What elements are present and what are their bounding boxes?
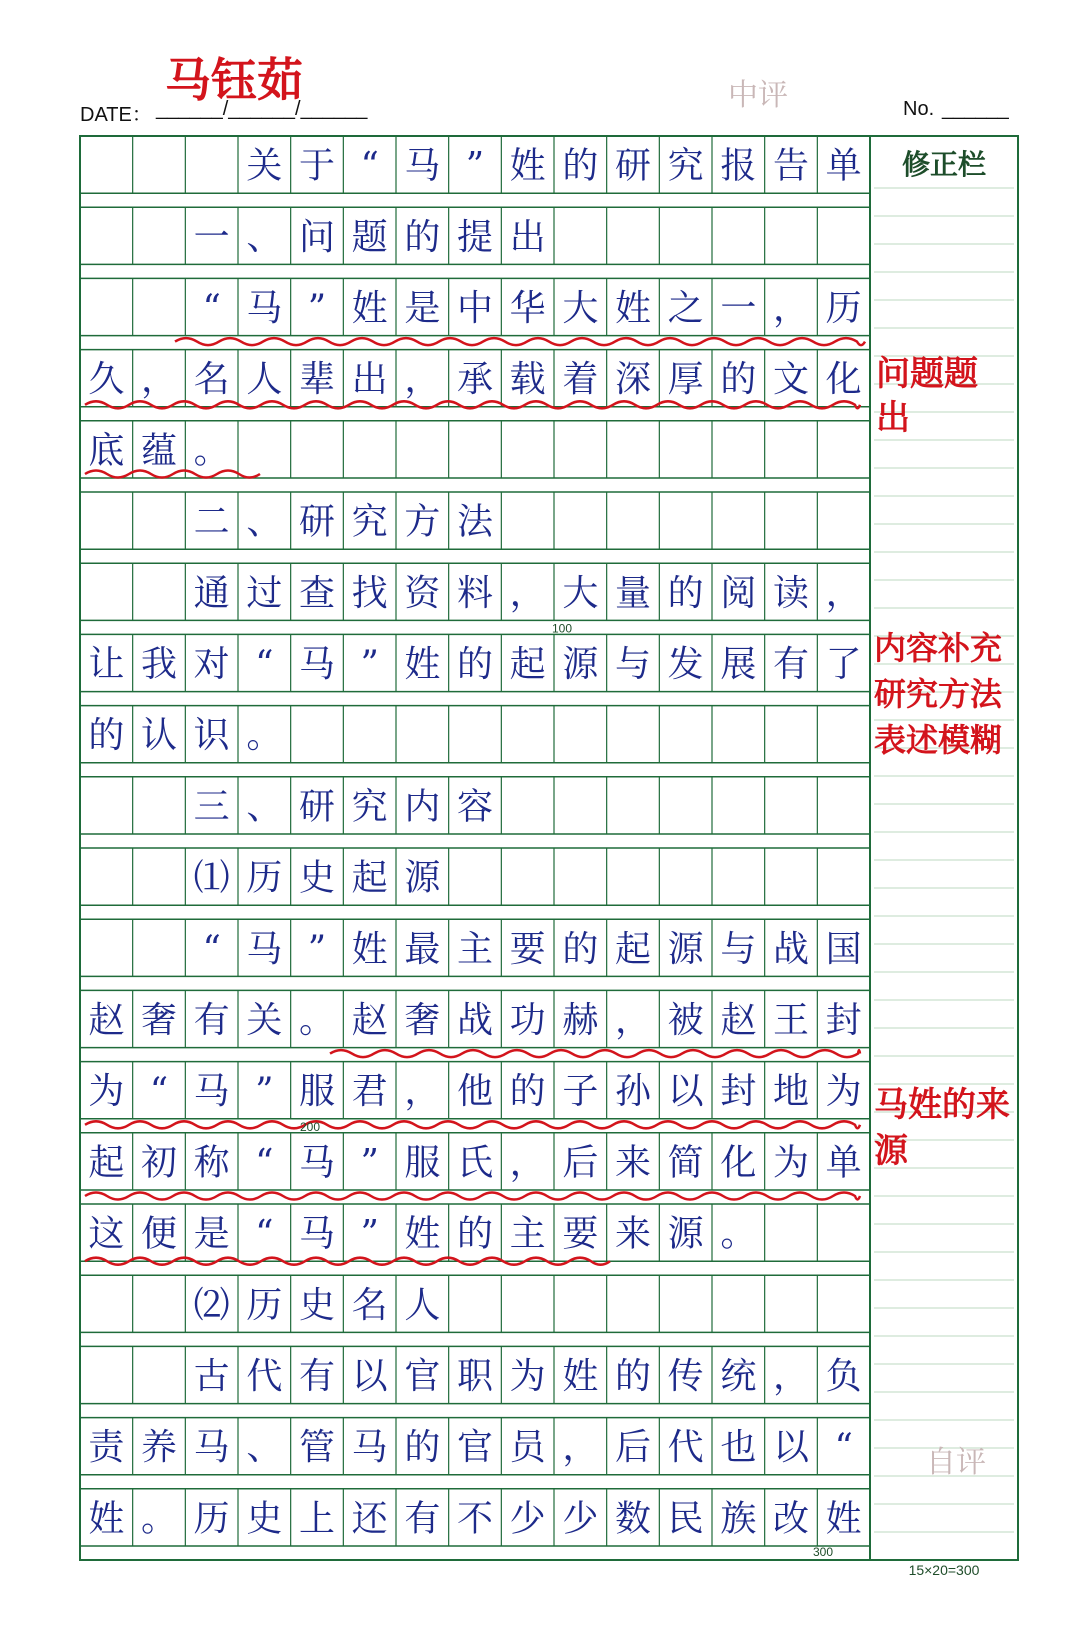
handwritten-char: 大 [562, 288, 599, 329]
handwritten-char: ， [404, 359, 441, 401]
handwritten-char: 服 [404, 1142, 441, 1184]
margin-note-line: 出 [876, 398, 910, 438]
handwritten-char: 姓 [614, 288, 652, 329]
handwritten-char: 、 [246, 786, 283, 828]
handwritten-char: 是 [193, 1213, 230, 1255]
handwritten-char: 奢 [404, 1000, 441, 1041]
number-label: No. [903, 98, 935, 120]
handwritten-char: 姓 [825, 1498, 862, 1540]
handwritten-char: 华 [509, 288, 546, 329]
handwritten-char: 马 [246, 928, 283, 970]
handwritten-char: 久 [88, 359, 125, 401]
handwritten-char: 这 [88, 1213, 125, 1255]
handwritten-char: ” [360, 644, 379, 685]
correction-column-title: 修正栏 [901, 148, 987, 181]
handwritten-char: 的 [456, 1213, 494, 1255]
handwritten-char: 姓 [404, 644, 441, 685]
handwritten-char: 过 [246, 572, 283, 614]
handwritten-char: ， [772, 288, 810, 329]
handwritten-char: ⑴ [193, 857, 230, 899]
handwritten-char: 简 [667, 1142, 704, 1184]
handwritten-char: 量 [614, 572, 652, 614]
handwritten-char: 有 [772, 644, 810, 685]
handwritten-char: 后 [614, 1427, 652, 1469]
handwritten-char: 料 [456, 572, 494, 614]
handwritten-char: 究 [667, 145, 704, 187]
handwritten-char: ” [465, 145, 485, 187]
handwritten-char: 传 [667, 1356, 704, 1397]
handwritten-char: ⑵ [193, 1284, 230, 1326]
handwritten-char: 出 [509, 216, 546, 258]
handwritten-char: 奢 [140, 1000, 178, 1041]
handwritten-char: 让 [88, 644, 125, 685]
handwritten-char: 赫 [562, 1000, 599, 1041]
handwritten-char: 官 [456, 1427, 494, 1469]
handwritten-char: 、 [246, 1427, 283, 1469]
handwritten-char: 问 [298, 216, 336, 258]
handwritten-char: 、 [246, 501, 283, 543]
handwritten-char: 也 [720, 1427, 757, 1469]
handwritten-char: 着 [562, 359, 599, 401]
handwritten-char: 法 [456, 501, 494, 543]
handwritten-char: 找 [351, 572, 388, 614]
handwritten-char: 起 [614, 928, 652, 970]
faint-teacher-mark: 中评 [728, 78, 788, 113]
handwritten-char: 战 [772, 928, 810, 970]
handwritten-char: 马 [351, 1427, 388, 1469]
handwritten-char: 马 [246, 288, 283, 329]
handwritten-char: 姓 [562, 1356, 599, 1397]
handwritten-char: 他 [456, 1071, 494, 1113]
handwritten-char: 的 [562, 145, 599, 187]
handwritten-char: 历 [193, 1498, 230, 1540]
handwritten-char: 。 [298, 1000, 336, 1041]
handwritten-char: 历 [246, 1284, 283, 1326]
handwritten-char: 主 [509, 1213, 546, 1255]
handwritten-char: ” [307, 288, 327, 329]
handwritten-char: 历 [246, 857, 283, 899]
handwritten-char: 单 [825, 145, 862, 187]
handwritten-char: 通 [193, 572, 230, 614]
correction-underline [175, 338, 865, 345]
handwritten-char: “ [202, 928, 221, 970]
handwritten-char: 官 [404, 1356, 441, 1397]
handwritten-char: 赵 [351, 1000, 388, 1041]
handwritten-char: 姓 [404, 1213, 441, 1255]
handwritten-char: 方 [404, 501, 441, 543]
handwritten-char: 了 [825, 644, 862, 685]
handwritten-char: 关 [246, 145, 283, 187]
handwritten-char: 读 [772, 572, 810, 614]
handwritten-char: 起 [351, 857, 388, 899]
margin-note-line: 内容补充 [874, 629, 1003, 667]
handwritten-char: 马 [298, 1213, 336, 1255]
handwritten-char: 化 [720, 1142, 757, 1184]
handwritten-char: 主 [456, 928, 494, 970]
handwritten-char: 的 [667, 572, 704, 614]
handwritten-char: 名 [193, 359, 230, 401]
handwritten-char: ” [307, 928, 327, 970]
handwritten-char: ， [825, 572, 862, 614]
handwritten-char: 子 [562, 1071, 599, 1113]
handwritten-char: 源 [667, 1213, 704, 1255]
handwritten-char: “ [202, 288, 221, 329]
handwritten-char: 大 [562, 572, 599, 614]
faint-self-eval-mark: 自评 [926, 1445, 986, 1480]
handwritten-char: 的 [509, 1071, 546, 1113]
handwritten-char: 服 [298, 1071, 336, 1113]
handwritten-char: 源 [667, 928, 704, 970]
handwritten-char: 研 [298, 786, 336, 828]
handwritten-char: ” [360, 1142, 379, 1184]
handwritten-char: 还 [351, 1498, 388, 1540]
handwritten-char: 为 [772, 1142, 810, 1184]
handwritten-char: ， [614, 1000, 652, 1041]
handwritten-char: 来 [614, 1142, 652, 1184]
handwritten-char: 一 [720, 288, 757, 329]
handwritten-char: 赵 [720, 1000, 757, 1041]
handwritten-char: 承 [456, 359, 494, 401]
handwritten-char: 底 [88, 430, 125, 472]
handwritten-char: 报 [720, 145, 757, 187]
date-label: DATE： [80, 104, 152, 126]
handwritten-char: “ [834, 1427, 853, 1469]
handwritten-char: 不 [456, 1498, 494, 1540]
handwritten-char: ， [509, 1142, 546, 1184]
handwritten-char: 封 [825, 1000, 862, 1041]
handwritten-char: 提 [456, 216, 494, 258]
margin-note-origin [874, 1082, 1010, 1174]
character-count-marker: 300 [812, 1545, 834, 1559]
handwritten-char: 厚 [667, 359, 704, 401]
handwritten-char: 。 [720, 1213, 757, 1255]
correction-underline [85, 471, 260, 478]
handwritten-char: “ [360, 145, 379, 187]
handwritten-char: 的 [404, 1427, 441, 1469]
handwritten-char: ， [404, 1071, 441, 1113]
margin-note-line: 问题题 [876, 354, 978, 394]
handwritten-char: 要 [509, 928, 546, 970]
handwritten-char: 孙 [614, 1071, 652, 1113]
handwritten-char: 赵 [88, 1000, 125, 1041]
handwritten-char: 我 [140, 644, 178, 685]
handwritten-char: 。 [193, 430, 230, 472]
handwritten-char: ， [509, 572, 546, 614]
date-blank: ______/______/______ [156, 98, 368, 120]
handwritten-char: 究 [351, 501, 388, 543]
handwritten-char: “ [149, 1071, 169, 1113]
handwritten-char: 为 [88, 1071, 125, 1113]
handwritten-char: 被 [667, 1000, 704, 1041]
handwritten-char: 君 [351, 1071, 388, 1113]
handwritten-char: ， [140, 359, 178, 401]
handwritten-char: 一 [193, 216, 230, 258]
margin-note-line: 表述模糊 [874, 721, 1003, 759]
handwritten-char: 深 [614, 359, 652, 401]
handwritten-char: 民 [667, 1498, 704, 1540]
handwritten-char: 责 [88, 1427, 125, 1469]
handwritten-char: 姓 [351, 288, 388, 329]
handwritten-char: 便 [140, 1213, 178, 1255]
handwritten-char: 少 [509, 1498, 546, 1540]
handwritten-char: 人 [246, 359, 283, 401]
handwritten-char: 代 [667, 1427, 704, 1469]
handwritten-char: 的 [404, 216, 441, 258]
handwritten-char: 中 [456, 288, 494, 329]
margin-note-method [874, 625, 1002, 763]
handwritten-char: 识 [193, 715, 230, 757]
handwritten-char: 员 [509, 1427, 546, 1469]
handwritten-char: 负 [825, 1356, 862, 1397]
handwritten-char: 姓 [509, 145, 546, 187]
handwritten-char: 功 [509, 1000, 546, 1041]
handwritten-char: 载 [509, 359, 546, 401]
handwritten-char: 容 [456, 786, 494, 828]
handwritten-char: 要 [562, 1213, 599, 1255]
grid-formula: 15×20=300 [908, 1562, 980, 1578]
handwritten-char: 最 [404, 928, 441, 970]
correction-underline [85, 1121, 860, 1128]
handwritten-char: 以 [667, 1071, 704, 1113]
handwritten-char: 内 [404, 786, 441, 828]
handwritten-char: 研 [298, 501, 336, 543]
handwritten-char: 人 [404, 1284, 441, 1326]
handwritten-char: 关 [246, 1000, 283, 1041]
handwritten-char: 马 [298, 1142, 336, 1184]
handwritten-char: 数 [614, 1498, 652, 1540]
handwritten-char: 查 [298, 572, 336, 614]
handwritten-char: 二 [193, 501, 230, 543]
handwritten-char: 称 [193, 1142, 230, 1184]
handwritten-char: 史 [298, 1284, 336, 1326]
handwritten-char: 有 [193, 1000, 230, 1041]
handwritten-char: 对 [193, 644, 230, 685]
handwritten-char: 研 [614, 145, 652, 187]
handwritten-char: 王 [772, 1000, 810, 1041]
handwritten-char: 来 [614, 1213, 652, 1255]
handwritten-char: 古 [193, 1356, 230, 1397]
margin-note-line: 源 [874, 1131, 908, 1171]
correction-underline [330, 1050, 860, 1057]
margin-note-problem [876, 352, 978, 440]
handwritten-char: 与 [720, 928, 757, 970]
handwritten-char: 氏 [456, 1142, 494, 1184]
handwritten-char: 文 [772, 359, 810, 401]
handwritten-char: 题 [351, 216, 388, 258]
handwritten-char: 地 [772, 1071, 810, 1113]
handwritten-char: 养 [140, 1427, 178, 1469]
handwritten-char: 姓 [88, 1498, 125, 1540]
handwritten-char: 发 [667, 644, 704, 685]
handwritten-char: 职 [456, 1356, 494, 1397]
handwritten-char: 于 [298, 145, 336, 187]
handwritten-char: “ [255, 1213, 274, 1255]
handwritten-char: ” [360, 1213, 379, 1255]
handwritten-char: 史 [298, 857, 336, 899]
handwritten-char: 是 [404, 288, 441, 329]
handwritten-char: 的 [456, 644, 494, 685]
handwritten-char: 国 [825, 928, 862, 970]
handwritten-char: 的 [562, 928, 599, 970]
handwritten-char: ” [255, 1071, 274, 1113]
handwritten-char: 族 [720, 1498, 757, 1540]
handwritten-char: 历 [825, 288, 862, 329]
handwritten-char: 以 [351, 1356, 388, 1397]
handwritten-char: 马 [298, 644, 336, 685]
handwritten-char: 与 [614, 644, 652, 685]
margin-note-line: 马姓的来 [874, 1085, 1010, 1125]
handwritten-char: 统 [720, 1356, 757, 1397]
handwritten-char: 后 [562, 1142, 599, 1184]
handwritten-char: 认 [140, 715, 178, 757]
handwritten-char: 改 [772, 1498, 810, 1540]
handwritten-char: 为 [825, 1071, 862, 1113]
handwritten-char: 的 [720, 359, 757, 401]
handwritten-char: 姓 [351, 928, 388, 970]
character-count-marker: 100 [551, 621, 573, 636]
handwritten-char: 阅 [720, 572, 757, 614]
handwritten-char: 展 [720, 644, 757, 685]
handwritten-char: ， [772, 1356, 810, 1397]
handwritten-char: 蕴 [140, 430, 178, 472]
handwritten-char: 、 [246, 216, 283, 258]
handwritten-char: 以 [772, 1427, 810, 1469]
handwritten-char: 起 [509, 644, 546, 685]
handwritten-char: 初 [140, 1142, 178, 1184]
handwritten-char: 源 [404, 857, 441, 899]
handwritten-char: 单 [825, 1142, 862, 1184]
handwritten-char: 马 [193, 1427, 230, 1469]
handwritten-char: “ [255, 1142, 274, 1184]
handwritten-char: 管 [298, 1427, 336, 1469]
handwritten-char: 源 [562, 644, 599, 685]
handwritten-char: 。 [246, 715, 283, 757]
handwritten-char: 代 [246, 1356, 283, 1397]
handwritten-char: 名 [351, 1284, 388, 1326]
handwritten-char: ， [562, 1427, 599, 1469]
handwritten-char: 少 [562, 1498, 599, 1540]
handwritten-char: 马 [404, 145, 441, 187]
handwritten-char: 有 [404, 1498, 441, 1540]
handwritten-char: 有 [298, 1356, 336, 1397]
correction-underline [85, 1193, 860, 1200]
handwritten-char: 。 [140, 1498, 178, 1540]
handwritten-char: 战 [456, 1000, 494, 1041]
handwritten-char: 之 [667, 288, 704, 329]
handwritten-char: 出 [351, 359, 388, 401]
margin-note-line: 研究方法 [874, 675, 1003, 713]
number-blank: ______ [942, 98, 1009, 120]
handwritten-char: 的 [88, 715, 125, 757]
handwritten-char: 为 [509, 1356, 546, 1397]
handwritten-char: 资 [404, 572, 441, 614]
handwritten-char: 告 [772, 145, 810, 187]
handwritten-char: 三 [193, 786, 230, 828]
handwritten-char: 马 [193, 1071, 230, 1113]
handwritten-char: 史 [246, 1498, 283, 1540]
character-count-marker: 200 [299, 1119, 321, 1134]
handwritten-char: 辈 [298, 359, 336, 401]
handwritten-char: 的 [614, 1356, 652, 1397]
handwritten-char: 化 [825, 359, 862, 401]
handwritten-char: 起 [88, 1142, 125, 1184]
student-signature: 马钰茹 [165, 53, 303, 107]
handwritten-char: 上 [298, 1498, 336, 1540]
handwritten-char: 究 [351, 786, 388, 828]
handwritten-char: “ [255, 644, 274, 685]
handwritten-char: 封 [720, 1071, 757, 1113]
